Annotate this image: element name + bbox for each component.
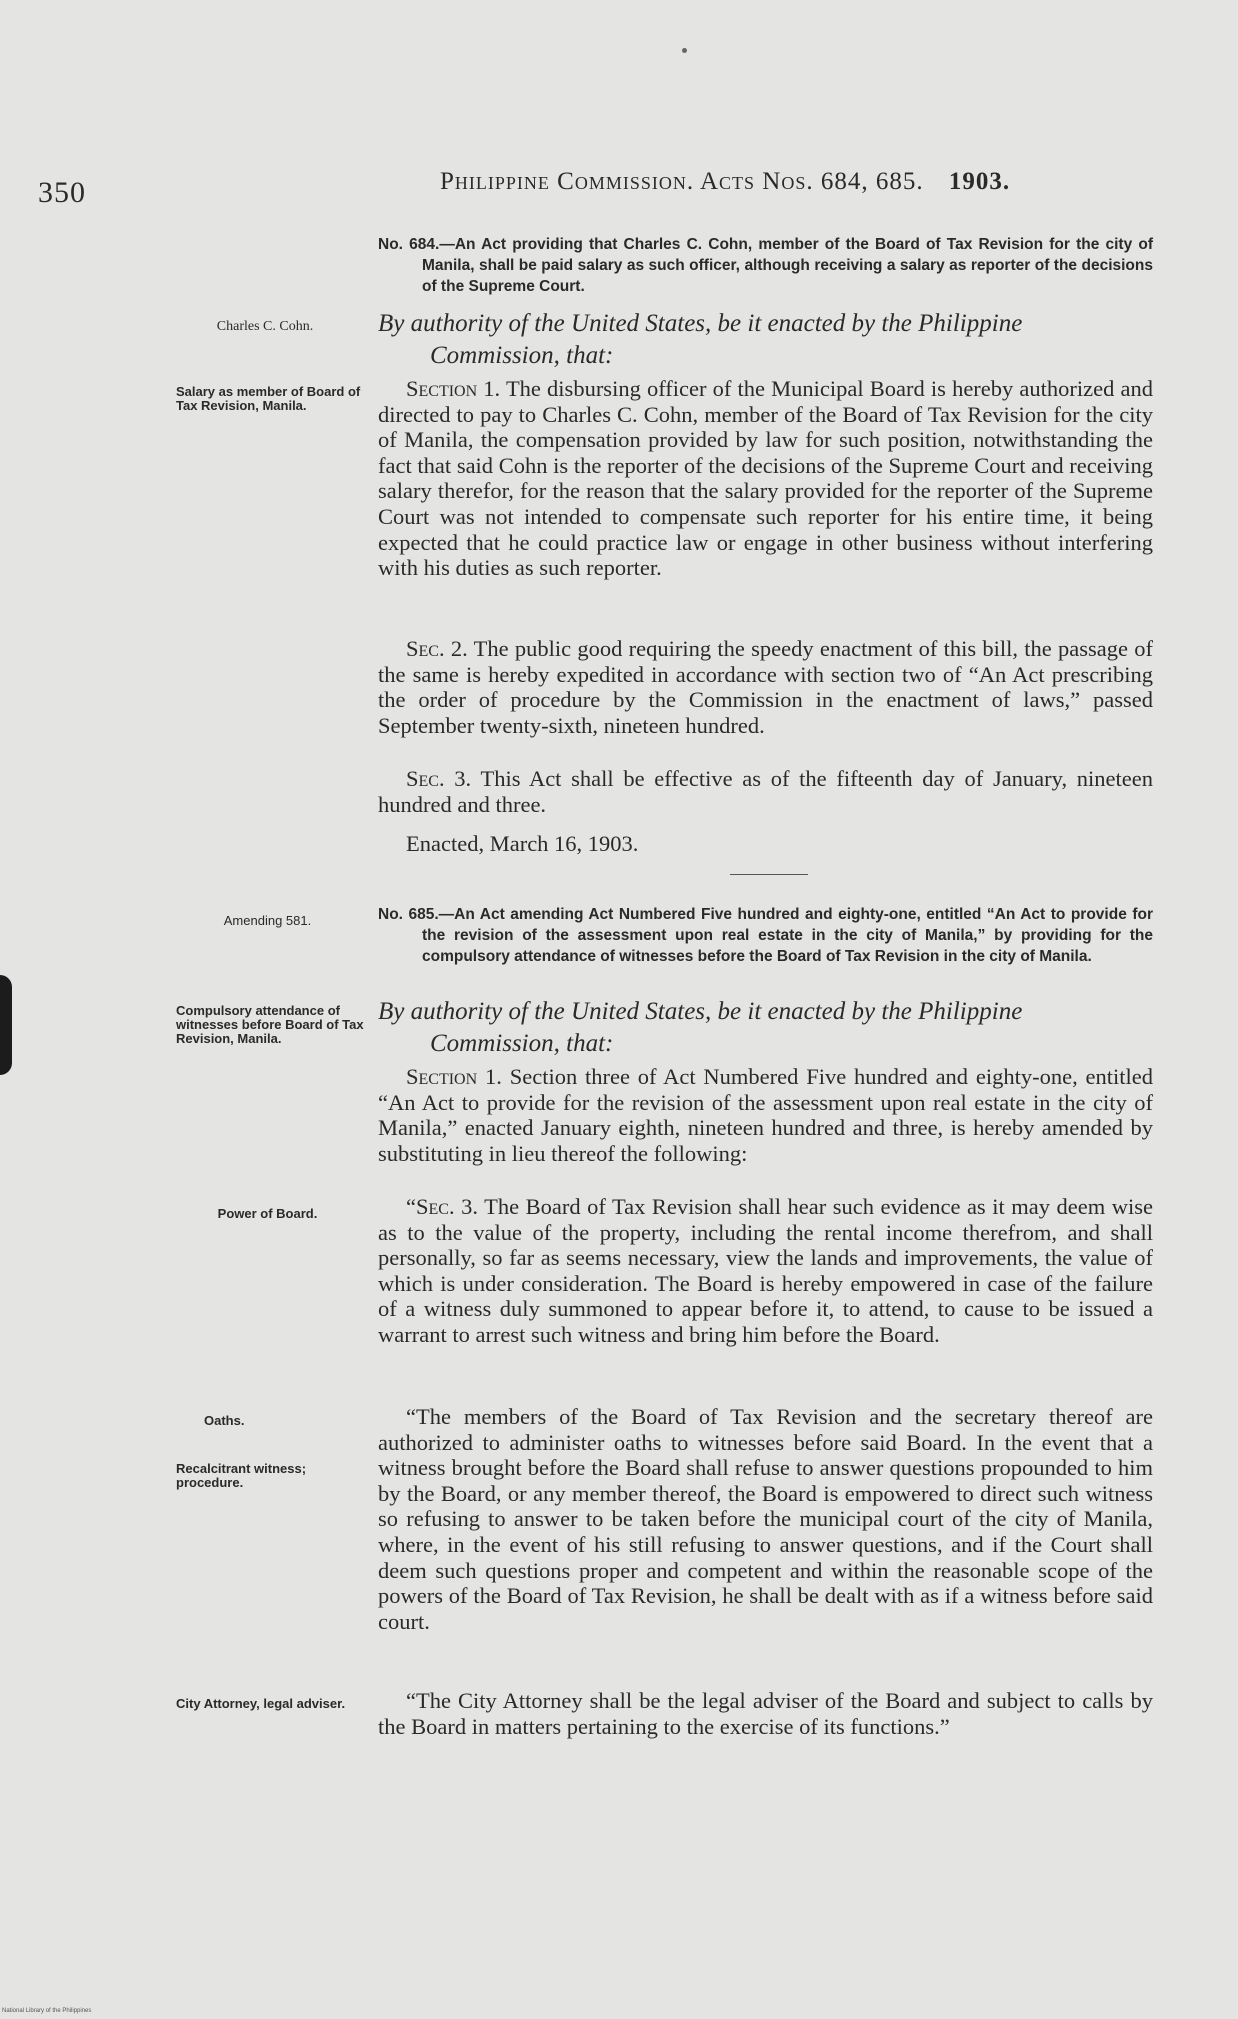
act-684-enacted (378, 831, 1153, 857)
act-685-attorney-text: “The City Attorney shall be the legal adviser of the Board and subject to calls by the Board in matters pertaining to the exercise of its functions.” (378, 1688, 1153, 1739)
act-685-enacting-clause (378, 996, 1153, 1060)
act-685-quoted-sec3-label: “Sec. 3. (406, 1194, 478, 1219)
running-head (440, 168, 1100, 196)
act-684-section-1 (378, 376, 1153, 581)
act-684-number: No. 684. (378, 236, 440, 253)
act-684-sec2-text: The public good requiring the speedy enactment of this bill, the passage of the same is hereby expedited in accordance with section two of “An Act prescribing the order of procedure by the Commission in the enactment of laws,” passed September twenty-sixth, nineteen hundred. (378, 636, 1154, 738)
running-head-year: 1903. (948, 168, 1011, 195)
act-684-sec1-text: The disbursing officer of the Municipal Board is hereby authorized and directed to pay to Charles C. Cohn, member of the Board of Tax Revision for the city of Manila, the compensation provided by law for such position, notwithstanding the fact that said Cohn is the reporter of the decisions of the Supreme Court and receiving salary therefor, for the reason that the salary provided for the reporter of the Supreme Court was not intended to compensate such reporter for his entire time, it being expected that he could practice law or engage in other business without interfering with his duties as such reporter. (378, 376, 1154, 581)
act-685-oaths-text: “The members of the Board of Tax Revision and the secretary thereof are authorized to administer oaths to witnesses before said Board. In the event that a witness brought before the Board shall refuse to answer questions propounded to him by the Board, or any member thereof, the Board is empowered to direct such witness so refusing to answer to be taken before the municipal court of the city of Manila, where, in the event of his still refusing to answer questions, and if the Court shall deem such questions proper and competent and within the reasonable scope of the powers of the Board of Tax Revision, he shall be dealt with as if a witness before said court. (378, 1404, 1153, 1634)
act-684-section-3 (378, 766, 1153, 817)
running-head-text: Philippine Commission. Acts Nos. 684, 685. (440, 168, 924, 195)
act-685-title (378, 904, 1153, 967)
margin-note-compulsory: Compulsory attendance of witnesses before Board of Tax Revision, Manila. (176, 1003, 364, 1046)
act-685-enacting-line2: Commission, that: (430, 1030, 614, 1057)
act-684-sec3-text: This Act shall be effective as of the fifteenth day of January, nineteen hundred and three. (378, 766, 1153, 817)
page-number: 350 (38, 176, 86, 209)
act-684-sec2-label: Sec. 2. (406, 636, 468, 661)
ink-dot (682, 48, 687, 53)
margin-note-power: Power of Board. (217, 1206, 318, 1221)
act-685-sec1-label: Section 1. (406, 1064, 502, 1089)
footer-credit: National Library of the Philippines (2, 2008, 92, 2014)
act-684-enacting-line1: By authority of the United States, be it enacted by the Philippine (378, 310, 1023, 337)
act-685-oaths-paragraph (378, 1404, 1153, 1634)
act-684-enacting-line2: Commission, that: (430, 342, 614, 369)
act-685-quoted-sec3-text: The Board of Tax Revision shall hear such evidence as it may deem wise as to the value of the property, including the rental income therefrom, and shall personally, so far as seems necessary, view the lands and improvements, the value of which is under consideration. The Board is hereby empowered in case of the failure of a witness duly summoned to appear before it, to attend, to cause to be issued a warrant to arrest such witness and bring him before the Board. (378, 1194, 1154, 1347)
edge-shadow (0, 975, 12, 1075)
act-685-attorney-paragraph (378, 1688, 1153, 1739)
margin-note-recalcitrant: Recalcitrant witness; procedure. (176, 1461, 307, 1490)
act-684-sec3-label: Sec. 3. (406, 766, 472, 791)
act-685-sec1-text: Section three of Act Numbered Five hundred and eighty-one, entitled “An Act to provide for the revision of the assessment upon real estate in the city of Manila,” enacted January eighth, nineteen hundred and three, is hereby amended by substituting in lieu thereof the following: (378, 1064, 1154, 1166)
act-685-section-1 (378, 1064, 1153, 1166)
section-divider (730, 874, 808, 875)
margin-note-oaths: Oaths. (204, 1413, 245, 1428)
margin-note-charles-cohn: Charles C. Cohn. (216, 319, 314, 334)
act-684-enacted-text: Enacted, March 16, 1903. (406, 831, 639, 856)
act-684-enacting-clause (378, 308, 1153, 372)
act-685-title-text: —An Act amending Act Numbered Five hundred and eighty-one, entitled “An Act to provide for the revision of the assessment upon real estate in the city of Manila,” by providing for the compulsory attendance of witnesses before the Board of Tax Revision in the city of Manila. (422, 906, 1153, 965)
margin-note-amending: Amending 581. (223, 913, 312, 928)
act-684-section-2 (378, 636, 1153, 738)
act-685-enacting-line1: By authority of the United States, be it enacted by the Philippine (378, 998, 1023, 1025)
margin-note-city-attorney: City Attorney, legal adviser. (176, 1696, 346, 1711)
act-685-quoted-section-3 (378, 1194, 1153, 1348)
act-685-number: No. 685. (378, 906, 439, 923)
act-684-title (378, 234, 1153, 297)
margin-note-salary: Salary as member of Board of Tax Revision, Manila. (176, 384, 361, 413)
act-684-sec1-label: Section 1. (406, 376, 501, 401)
act-684-title-text: —An Act providing that Charles C. Cohn, member of the Board of Tax Revision for the city of Manila, shall be paid salary as such officer, although receiving a salary as reporter of the decisions of the Supreme Court. (422, 236, 1153, 295)
